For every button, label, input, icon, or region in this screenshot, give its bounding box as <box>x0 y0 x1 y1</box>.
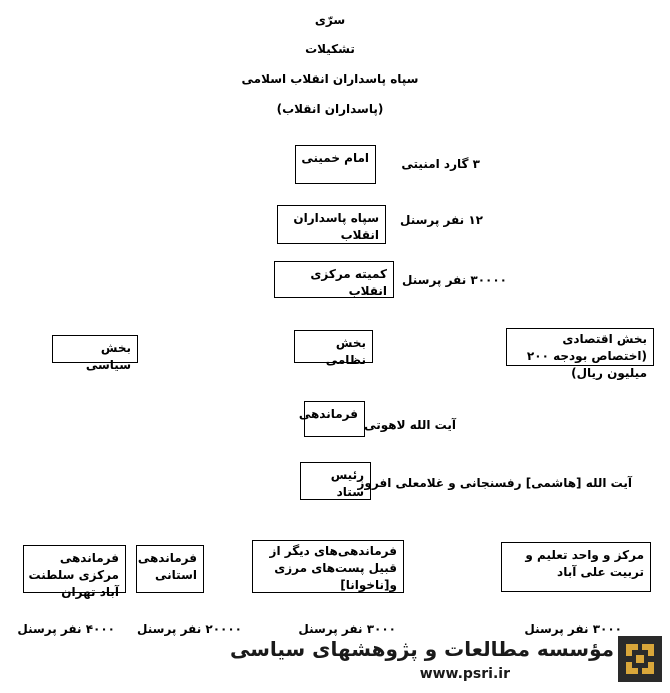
label-command-head: آیت الله لاهوتی <box>364 418 456 432</box>
footer-provincial-personnel: ۲۰۰۰۰ نفر پرسنل <box>137 622 242 636</box>
box-provincial-command-label: فرماندهی استانی <box>137 551 197 582</box>
footer-other-personnel: ۳۰۰۰ نفر پرسنل <box>298 622 396 636</box>
box-central-committee-label: کمیته مرکزی انقلاب <box>310 267 387 298</box>
box-imam-khomeini-label: امام خمینی <box>301 151 369 165</box>
label-committee-personnel: ۳۰۰۰۰ نفر پرسنل <box>402 273 507 287</box>
footer-training-personnel: ۳۰۰۰ نفر پرسنل <box>524 622 622 636</box>
footer-central-personnel: ۴۰۰۰ نفر پرسنل <box>17 622 115 636</box>
box-chief-of-staff-label: رئیس ستاد <box>330 468 364 499</box>
box-political-section-label: بخش سیاسی <box>85 341 131 372</box>
doc-subtitle: سپاه پاسداران انقلاب اسلامی <box>241 72 419 86</box>
box-central-command-label: فرماندهی مرکزی سلطنت آباد تهران <box>28 551 119 599</box>
box-military-section-label: بخش نظامی <box>325 336 366 367</box>
box-imam-khomeini <box>295 145 376 184</box>
box-provincial-command <box>136 545 204 593</box>
watermark-institute-name: مؤسسه مطالعات و پژوهشهای سیاسی <box>229 637 614 661</box>
label-sepah-personnel: ۱۲ نفر پرسنل <box>400 213 483 227</box>
box-training-center <box>501 542 651 592</box>
box-military-section <box>294 330 373 367</box>
box-training-center-label: مرکز و واحد تعلیم و تربیت علی آباد <box>525 548 644 579</box>
watermark-url: www.psri.ir <box>419 666 510 682</box>
box-sepah-pasdaran <box>277 205 386 244</box>
box-sepah-pasdaran-label: سپاه پاسداران انقلاب <box>293 211 379 242</box>
institute-logo-icon <box>618 636 662 682</box>
box-political-section <box>52 335 138 372</box>
doc-classification: سرّی <box>314 13 346 27</box>
label-security-guard: ۳ گارد امنیتی <box>401 157 480 171</box>
label-staff-heads: آیت الله [هاشمی] رفسنجانی و غلامعلی افروز <box>357 476 632 490</box>
doc-title: تشکیلات <box>305 42 355 56</box>
doc-subtitle-alt: (پاسداران انقلاب) <box>276 102 384 116</box>
box-economic-section <box>506 328 654 380</box>
box-economic-section-label: بخش اقتصادی (اختصاص بودجه ۲۰۰ میلیون ریال) <box>526 332 647 380</box>
box-other-commands <box>252 540 404 593</box>
box-command-label: فرماندهی <box>298 407 358 421</box>
box-command <box>298 401 365 437</box>
box-other-commands-label: فرماندهی‌های دیگر از قبیل پست‌های مرزی و[ناخوانا] <box>269 544 397 592</box>
box-central-command <box>23 545 126 599</box>
box-central-committee <box>274 261 394 298</box>
